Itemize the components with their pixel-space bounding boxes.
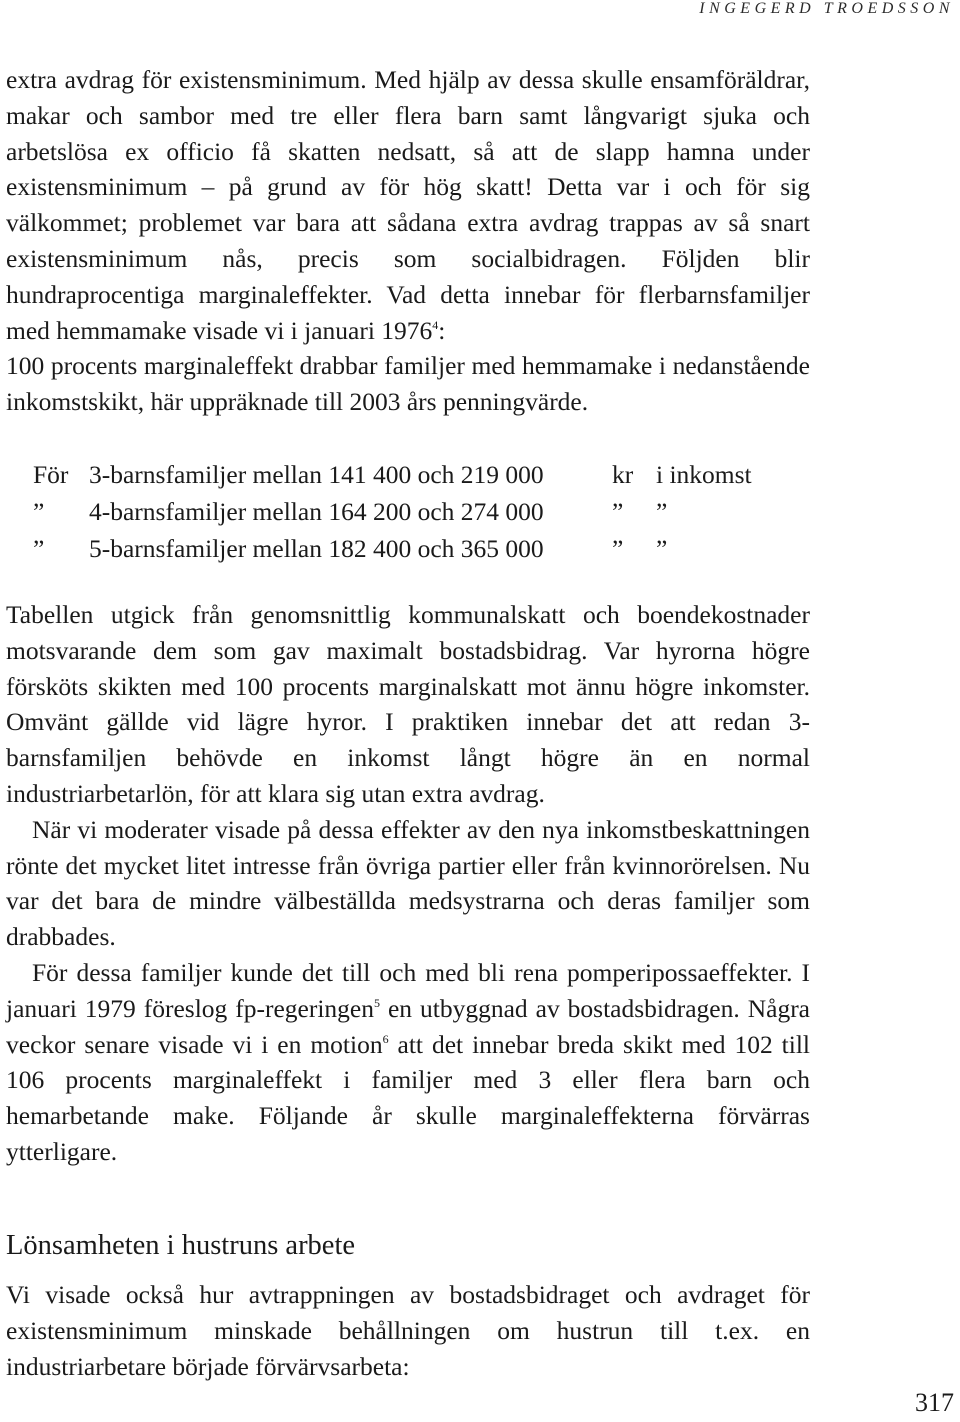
table-cell: ” — [33, 534, 45, 563]
table-row — [33, 456, 752, 493]
paragraph: När vi moderater visade på dessa effekter av den nya inkomstbeskattningen rönte det mycket litet intresse från övriga partier eller från kvinnorörelsen. Nu var det bara de mindre välbeställda medsystrarna och deras familjer som drabbades. — [6, 814, 810, 952]
paragraph — [6, 62, 810, 348]
paragraph-text: extra avdrag för existensminimum. Med hjälp av dessa skulle ensamföräldrar, makar och sambor med tre eller flera barn samt långvarigt sjuka och arbetslösa ex officio få skatten nedsatt, så att de slapp hamna under existensminimum – på grund av för hög skatt! Detta var i och för sig välkommet; problemet var bara att sådana extra avdrag trappas av så snart existensminimum nås, precis som socialbidragen. Följden blir hundraprocentiga marginaleffekter. Vad detta innebar för flerbarnsfamiljer med hemmamake visade vi i januari 1976 — [6, 65, 810, 345]
table-row — [33, 530, 752, 567]
table-cell: ” — [612, 497, 624, 526]
table-cell: 3-barnsfamiljer mellan 141 400 och 219 000 — [89, 460, 544, 489]
table-cell: För — [33, 460, 69, 489]
section-heading: Lönsamheten i hustruns arbete — [6, 1230, 356, 1261]
body-block-3 — [6, 1277, 810, 1384]
table-cell: i inkomst — [656, 460, 752, 489]
paragraph-text: : — [438, 315, 446, 345]
table-cell: 5-barnsfamiljer mellan 182 400 och 365 000 — [89, 534, 544, 563]
paragraph-text: att det innebar breda skikt med 102 till 106 procents marginaleffekt i familjer med 3 eller flera barn och hemarbetande make. Följande år skulle marginaleffekterna förvärras ytterligare. — [6, 1029, 810, 1166]
paragraph-text: För dessa familjer kunde det till och med bli rena pomperipossaeffekter. I januari 1979 föreslog fp-regeringen — [6, 957, 810, 1023]
body-block-2 — [6, 597, 810, 1170]
paragraph — [6, 955, 810, 1170]
footnote-ref[interactable]: 6 — [382, 1031, 389, 1046]
table-cell: ” — [612, 534, 624, 563]
body-block-1 — [6, 62, 810, 420]
footnote-ref[interactable]: 5 — [374, 995, 381, 1010]
paragraph: Vi visade också hur avtrappningen av bostadsbidraget och avdraget för existensminimum minskade behållningen om hustrun till t.ex. en industriarbetare började förvärvsarbeta: — [6, 1280, 810, 1381]
running-head: INGEGERD TROEDSSON — [699, 0, 954, 17]
paragraph-text: en utbyggnad av bostadsbidragen. Några veckor senare visade vi i en motion — [6, 993, 810, 1059]
page-number: 317 — [915, 1388, 954, 1417]
table-cell: ” — [656, 497, 668, 526]
table-cell: kr — [612, 460, 634, 489]
table-cell: ” — [33, 497, 45, 526]
footnote-ref[interactable]: 4 — [432, 317, 439, 332]
paragraph: Tabellen utgick från genomsnittlig kommunalskatt och boendekostnader motsvarande dem som gav maximalt bostadsbidrag. Var hyrorna högre försköts skikten med 100 procents marginalskatt mot ännu högre inkomster. Omvänt gällde vid lägre hyror. I praktiken innebar det att redan 3-barnsfamiljen behövde en inkomst långt högre än en normal industriarbetarlön, för att klara sig utan extra avdrag. — [6, 600, 810, 808]
table-cell: ” — [656, 534, 668, 563]
income-table — [33, 456, 752, 567]
table-row — [33, 493, 752, 530]
paragraph: 100 procents marginaleffekt drabbar familjer med hemmamake i nedanstående inkomstskikt, här uppräknade till 2003 års penningvärde. — [6, 351, 810, 417]
table-cell: 4-barnsfamiljer mellan 164 200 och 274 000 — [89, 497, 544, 526]
